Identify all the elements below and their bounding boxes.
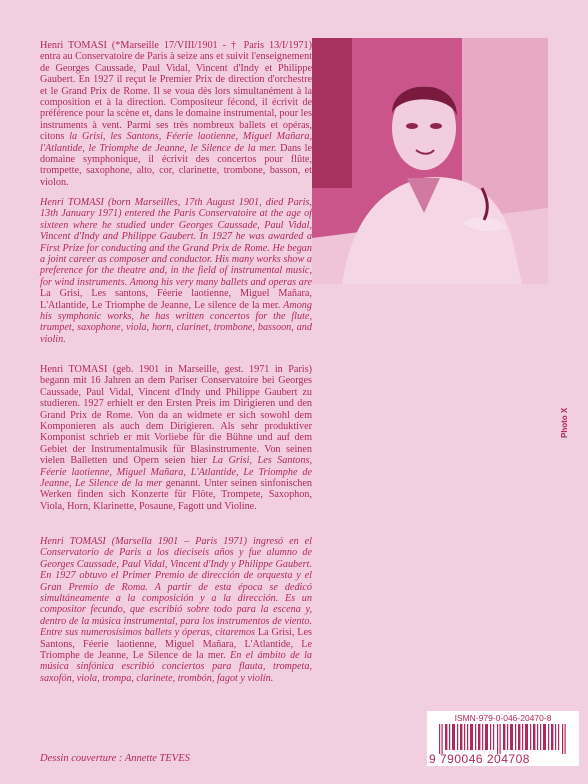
biography-french: [40, 40, 312, 188]
bio-text: genannt. Unter seinen sinfonischen Werken finden sich Konzerte für Flöte, Trompete, Saxophon, Viola, Horn, Klarinette, Posaune, Fagott und Violine.: [40, 478, 312, 512]
bio-text: Among his symphonic works, he has written concertos for the flute, trumpet, saxophone, viola, horn, clarinet, trombone, bassoon, and violin.: [40, 299, 312, 345]
barcode-digits: 9 790046 204708: [429, 752, 530, 766]
works-list: la Grisi, les Santons, Féerie laotienne, Miguel Mañara, l'Atlantide, le Triomphe de Jeanne, le Silence de la mer.: [40, 131, 312, 154]
works-list: La Grisi, Les santons, Féerie laotienne, Miguel Mañara, L'Atlantide, Le Triomphe de Jeanne, Le silence de la mer.: [40, 288, 312, 311]
bio-text: Dans le domaine symphonique, il écrivit des concertos pour flûte, trompette, saxophone, alto, cor, clarinette, trombone, basson, et violon.: [40, 142, 312, 188]
biography-english: [40, 197, 312, 345]
biography-german: [40, 364, 312, 512]
biography-spanish: [40, 536, 312, 684]
barcode-label: [427, 711, 579, 766]
bio-text: Henri TOMASI (born Marseilles, 17th August 1901, died Paris, 13th January 1971) entered the Paris Conservatoire at the age of sixteen where he studied under Georges Caussade, Paul Vidal, Vincent d'Indy and Philippe Gaubert. In 1927 he was awarded a First Prize for conducting and the Grand Prix de Rome. He began a joint career as composer and conductor. His many works show a preference for the theatre and, in the field of instrumental music, for wind instruments. Among his very many ballets and operas are: [40, 197, 312, 288]
cover-design-credit: Dessin couverture : Annette TEVES: [40, 753, 190, 764]
portrait-illustration: [312, 38, 548, 284]
ismn-number: ISMN-979-0-046-20470-8: [454, 713, 552, 723]
bio-text: Henri TOMASI (Marsella 1901 – Paris 1971) ingresó en el Conservatorio de Paris a los dieciseis años y fue alumno de Georges Caussade, Paul Vidal, Vincent d'Indy y Philippe Gaubert. En 1927 obtuvo el Primer Premio de dirección de orquesta y el Gran Premio de Roma. A partir de esta época se dedicó simultáneamente a la composición y a la dirección. Es un compositor fecundo, que escribió sobre todo para la escena y, dentro de la música instrumental, para los instrumentos de viento. Entre sus numerosísimos ballets y óperas, citaremos: [40, 536, 312, 639]
bio-text: Henri TOMASI (*Marseille 17/VIII/1901 - † Paris 13/I/1971) entra au Conservatoire de Paris à seize ans et suivit l'enseignement de Georges Caussade, Paul Vidal, Vincent d'Indy et Philippe Gaubert. En 1927 il reçut le Premier Prix de direction d'orchestre et le Grand Prix de Rome. Il se voua dès lors simultanément à la composition et à la direction. Compositeur fécond, il écrivit de préférence pour la scène et, dans le domaine instrumental, pour les instruments à vent. Parmi ses très nombreux ballets et opéras, citons: [40, 40, 312, 143]
works-list: La Grisi, Les Santons, Féerie laotienne, Miguel Mañara, L'Atlantide, Le Triomphe de Jeanne, Le Silence de la mer.: [40, 627, 312, 662]
photo-credit: Photo X: [560, 407, 569, 438]
bio-text: Henri TOMASI (geb. 1901 in Marseille, gest. 1971 in Paris) begann mit 16 Jahren an dem Pariser Conservatoire bei Georges Caussade, Paul Vidal, Vincent d'Indy und Philippe Gaubert zu studieren. 1927 erhielt er den Ersten Preis im Dirigieren und den Grand Prix de Rome. Von da an widmete er sich sowohl dem Komponieren als auch dem Dirigieren. Als sehr produktiver Komponist schrieb er mit Vorliebe für die Bühne und auf dem Gebiet der Instrumentalmusik für Blasinstrumente. Von seinen vielen Balletten und Opern seien hier: [40, 364, 312, 467]
composer-portrait-photo: [312, 38, 548, 284]
works-list: La Grisi, Les Santons, Féerie laotienne, Miguel Mañara, L'Atlantide, Le Triomphe de Jeanne, Le Silence de la mer: [40, 455, 312, 490]
bio-text: En el ámbito de la música sinfónica escribió conciertos para flauta, trompeta, saxofón, viola, trompa, clarinete, trombón, fagot y violín.: [40, 650, 312, 684]
